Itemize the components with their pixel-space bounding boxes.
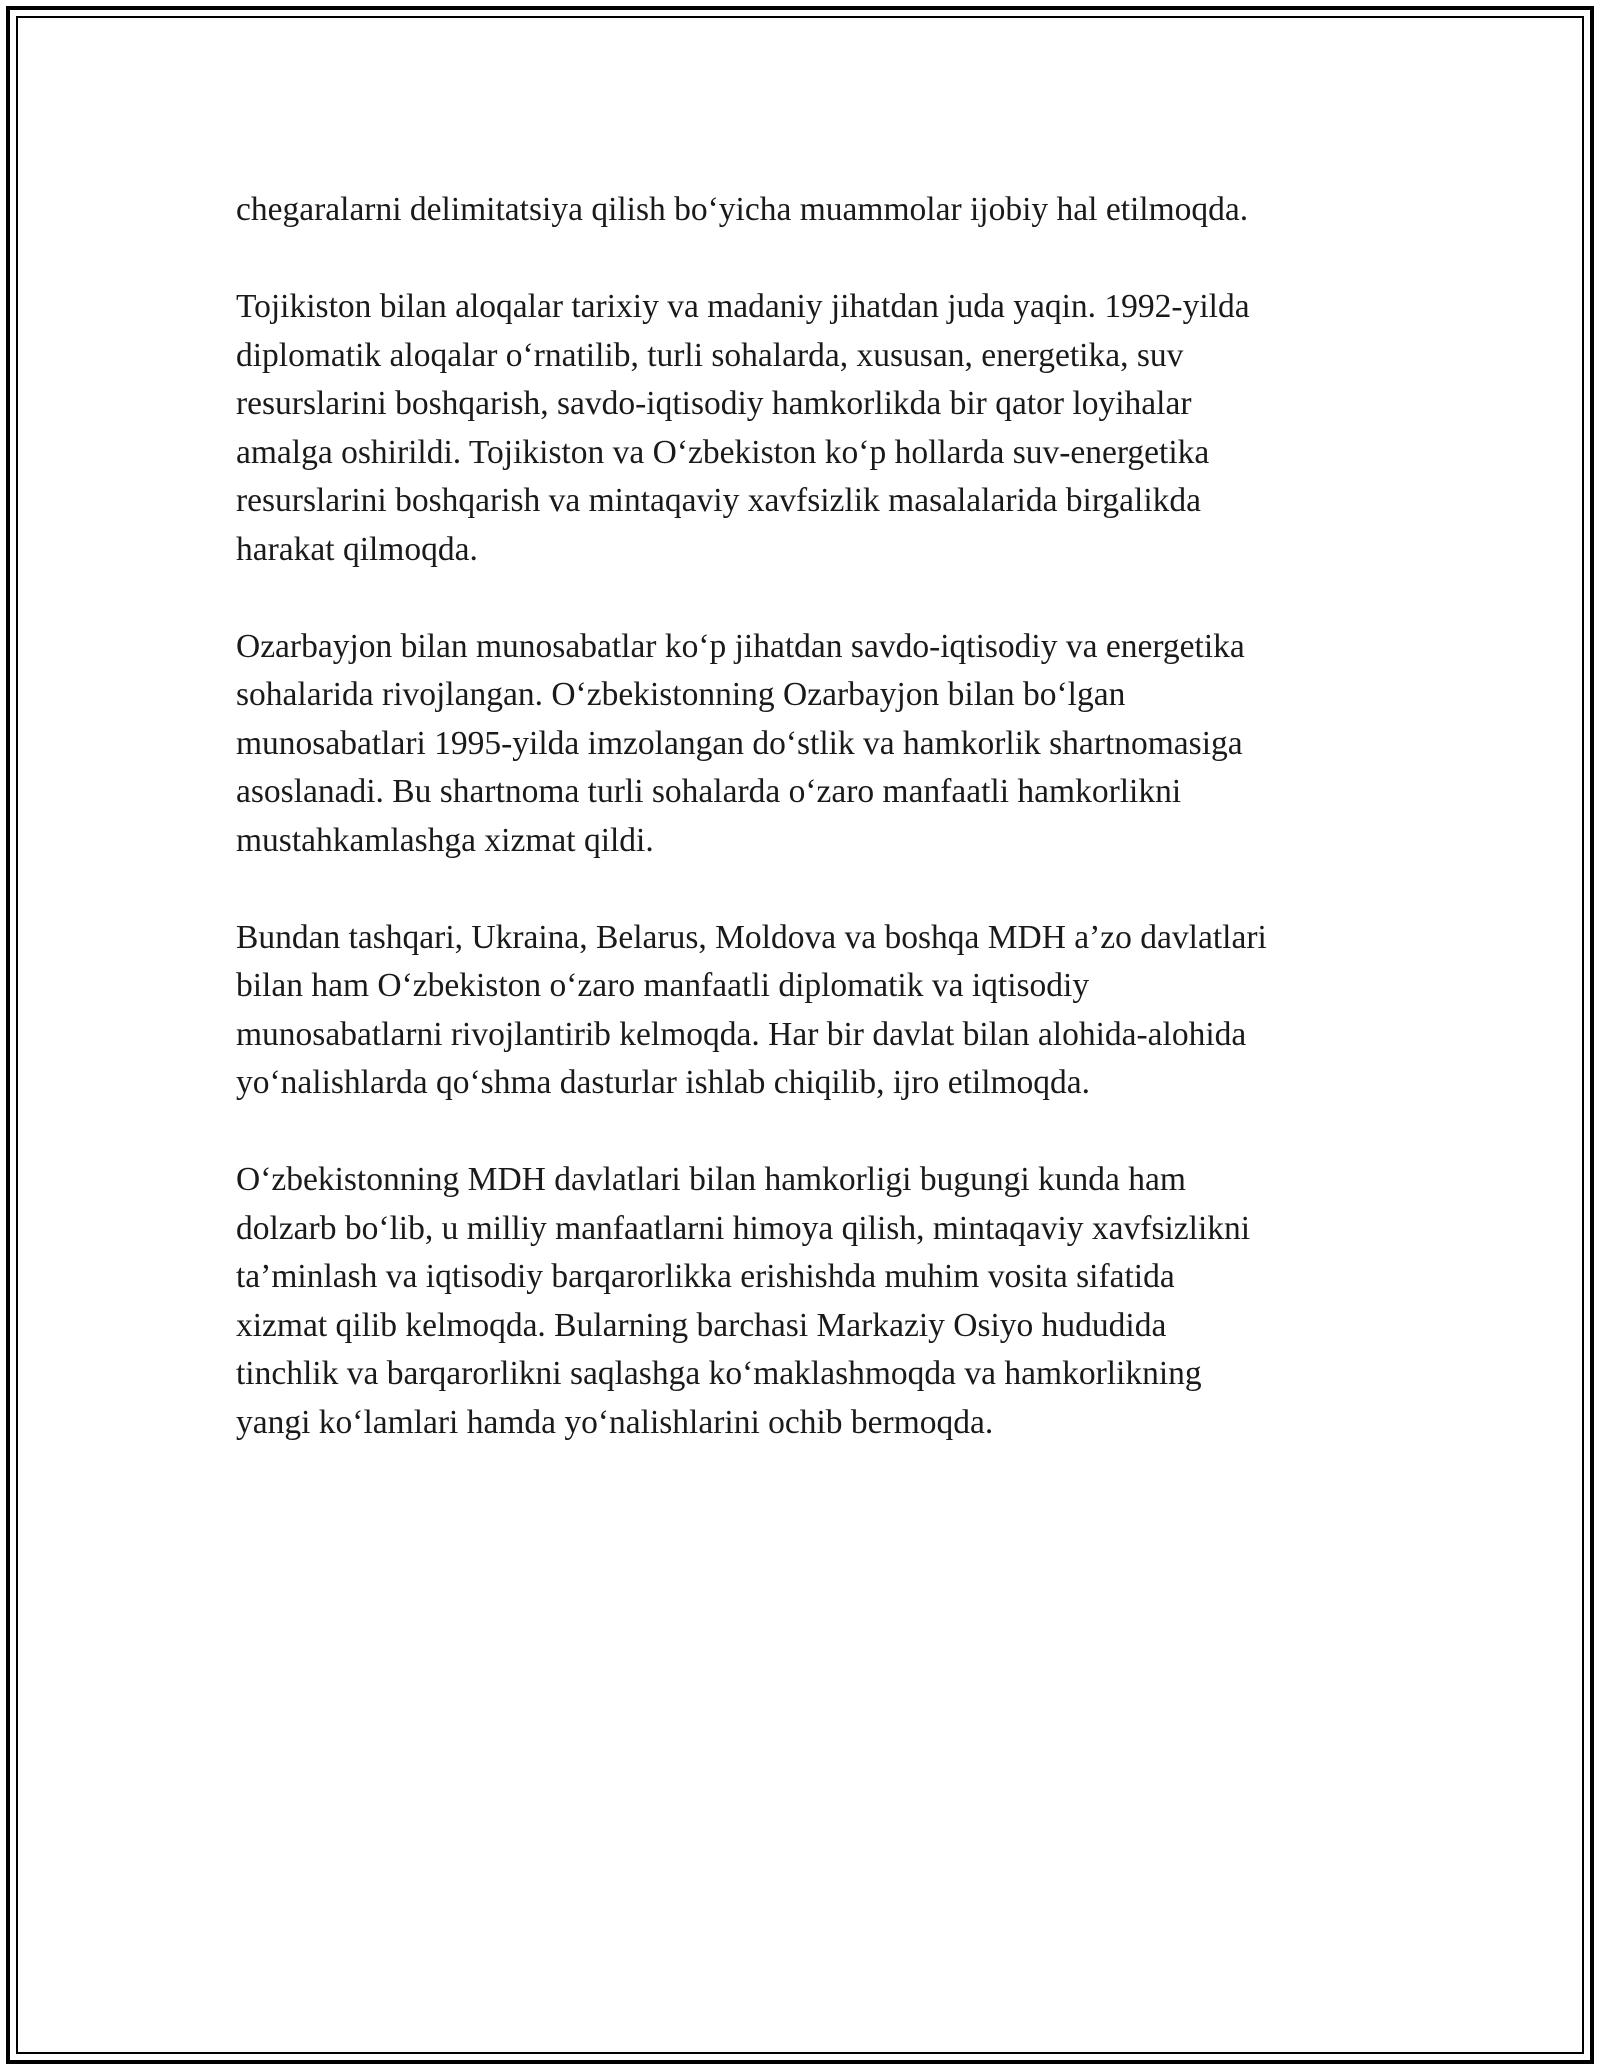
text-line: amalga oshirildi. Tojikiston va O‘zbekiston ko‘p hollarda suv-energetika (236, 433, 1210, 471)
paragraph-3 (236, 623, 1396, 866)
text-line: yo‘nalishlarda qo‘shma dasturlar ishlab chiqilib, ijro etilmoqda. (236, 1064, 1091, 1101)
text-line: O‘zbekistonning MDH davlatlari bilan hamkorligi bugungi kunda ham (236, 1161, 1186, 1198)
text-line: harakat qilmoqda. (236, 530, 478, 568)
text-line: resurslarini boshqarish, savdo-iqtisodiy hamkorlikda bir qator loyihalar (236, 385, 1192, 422)
text-line: tinchlik va barqarorlikni saqlashga ko‘maklashmoqda va hamkorlikning (236, 1355, 1202, 1392)
text-line: munosabatlarni rivojlantirib kelmoqda. Har bir davlat bilan alohida-alohida (236, 1015, 1247, 1053)
text-line: asoslanadi. Bu shartnoma turli sohalarda o‘zaro manfaatli hamkorlikni (236, 773, 1182, 810)
paragraph-5 (236, 1156, 1396, 1447)
text-line: yangi ko‘lamlari hamda yo‘nalishlarini ochib bermoqda. (236, 1403, 994, 1441)
text-line: bilan ham O‘zbekiston o‘zaro manfaatli diplomatik va iqtisodiy (236, 967, 1090, 1004)
text-line: Bundan tashqari, Ukraina, Belarus, Moldova va boshqa MDH a’zo davlatlari (236, 918, 1267, 956)
text-line: Ozarbayjon bilan munosabatlar ko‘p jihatdan savdo-iqtisodiy va energetika (236, 627, 1245, 665)
text-line: munosabatlari 1995-yilda imzolangan do‘stlik va hamkorlik shartnomasiga (236, 724, 1243, 762)
text-line: chegaralarni delimitatsiya qilish bo‘yicha muammolar ijobiy hal etilmoqda. (236, 191, 1249, 228)
text-line: resurslarini boshqarish va mintaqaviy xavfsizlik masalalarida birgalikda (236, 482, 1202, 519)
text-line: dolzarb bo‘lib, u milliy manfaatlarni himoya qilish, mintaqaviy xavfsizlikni (236, 1209, 1251, 1247)
text-line: diplomatik aloqalar o‘rnatilib, turli sohalarda, xususan, energetika, suv (236, 336, 1184, 374)
text-line: sohalarida rivojlangan. O‘zbekistonning Ozarbayjon bilan bo‘lgan (236, 676, 1126, 713)
text-line: ta’minlash va iqtisodiy barqarorlikka erishishda muhim vosita sifatida (236, 1258, 1175, 1295)
paragraph-1 (236, 186, 1396, 235)
text-line: Tojikiston bilan aloqalar tarixiy va madaniy jihatdan juda yaqin. 1992-yilda (236, 288, 1250, 325)
paragraph-2 (236, 283, 1396, 574)
text-line: mustahkamlashga xizmat qildi. (236, 821, 654, 859)
text-line: xizmat qilib kelmoqda. Bularning barchasi Markaziy Osiyo hududida (236, 1306, 1167, 1344)
paragraph-4 (236, 914, 1396, 1108)
document-body (236, 186, 1396, 1496)
